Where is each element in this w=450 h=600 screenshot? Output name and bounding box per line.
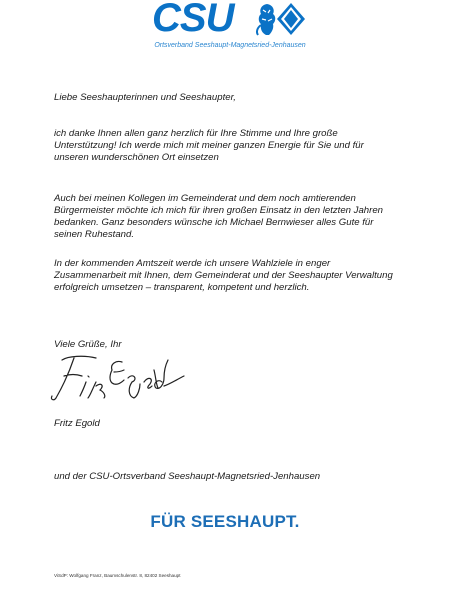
slogan: FÜR SEESHAUPT. xyxy=(150,512,300,531)
paragraph-thanks: ich danke Ihnen allen ganz herzlich für Ihre Stimme und Ihre große Unterstützung! Ich werde mich mit meiner ganzen Energie für Sie und für unseren wunderschönen Ort einsetzen xyxy=(54,128,364,163)
logo-subtitle: Ortsverband Seeshaupt-Magnetsried-Jenhausen xyxy=(154,42,306,49)
diamond-shield-icon xyxy=(276,2,306,36)
handwritten-signature xyxy=(44,352,192,404)
logo-wordmark: CSU xyxy=(152,0,234,40)
paragraph-goals: In der kommenden Amtszeit werde ich unsere Wahlziele in enger Zusammenarbeit mit Ihnen, dem Gemeinderat und der Seeshaupter Verwaltung erfolgreich umsetzen – transparent, kompetent und herzlich. xyxy=(54,258,393,293)
imprint-line: ViSdP: Wolfgang Franz, Baumschulenstr. 8, 82402 Seeshaupt xyxy=(54,573,181,578)
salutation: Liebe Seeshaupterinnen und Seeshaupter, xyxy=(54,92,236,103)
signer-name: Fritz Egold xyxy=(54,418,100,429)
closing-greeting: Viele Grüße, Ihr xyxy=(54,339,122,350)
paragraph-colleagues: Auch bei meinen Kollegen im Gemeinderat und dem noch amtierenden Bürgermeister möchte ich mich für ihren großen Einsatz in den letzten Jahren bedanken. Ganz besonders wünsche ich Michael Bernwieser alles Gute für seinen Ruhestand. xyxy=(54,193,384,240)
organisation-line: und der CSU-Ortsverband Seeshaupt-Magnetsried-Jenhausen xyxy=(54,471,321,482)
